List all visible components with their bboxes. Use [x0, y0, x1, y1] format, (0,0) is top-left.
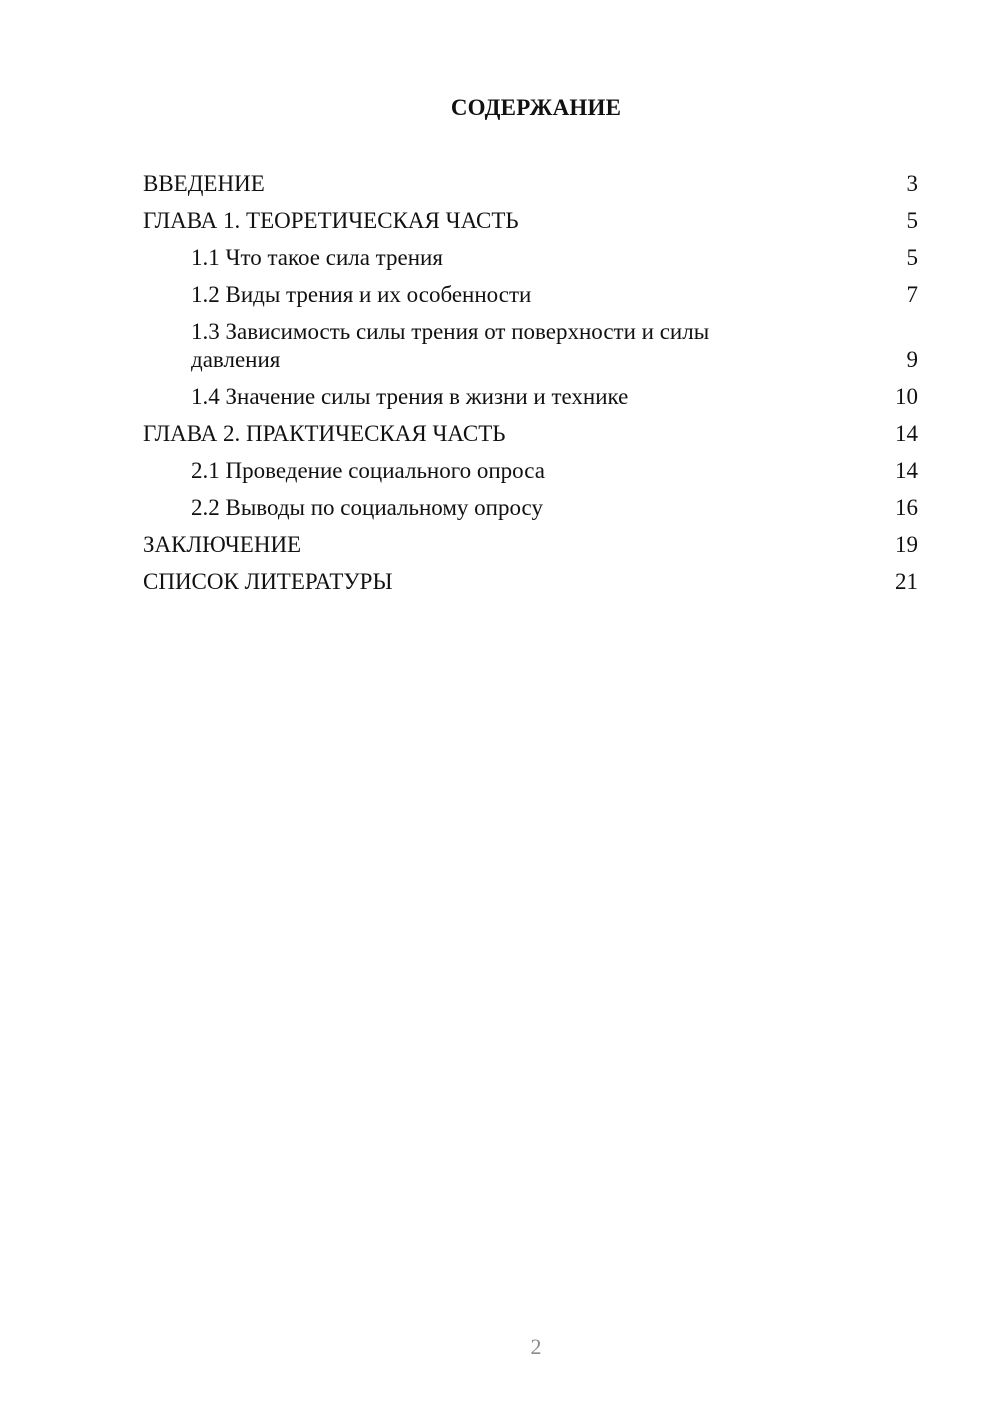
- toc-entry-page: 14: [895, 458, 918, 483]
- toc-entry-label: 1.2 Виды трения и их особенности: [191, 282, 532, 307]
- toc-entry-label: 2.2 Выводы по социальному опросу: [191, 495, 543, 520]
- toc-entry-page: 5: [906, 245, 918, 270]
- toc-entry-page: 5: [906, 208, 918, 233]
- toc-entry-section-1-4: [143, 383, 918, 411]
- toc-entry-label: 1.4 Значение силы трения в жизни и технике: [191, 384, 629, 409]
- toc-entry-page: 21: [895, 569, 918, 594]
- toc-entry-section-2-2: [143, 494, 918, 522]
- toc-entry-chapter-1: [143, 207, 918, 235]
- toc-entry-label: ВВЕДЕНИЕ: [143, 171, 265, 196]
- toc-entry-label: ГЛАВА 1. ТЕОРЕТИЧЕСКАЯ ЧАСТЬ: [143, 208, 519, 233]
- toc-entry-chapter-2: [143, 420, 918, 448]
- toc-entry-section-1-1: [143, 244, 918, 272]
- toc-entry-page: 14: [895, 421, 918, 446]
- page-number: 2: [530, 1334, 542, 1359]
- toc-entry-page: 9: [906, 347, 918, 372]
- toc-entry-label: ГЛАВА 2. ПРАКТИЧЕСКАЯ ЧАСТЬ: [143, 421, 506, 446]
- toc-entry-label: СПИСОК ЛИТЕРАТУРЫ: [143, 569, 393, 594]
- toc-entry-section-1-3: [143, 318, 918, 374]
- toc-entry-introduction: [143, 170, 918, 198]
- toc-entry-section-2-1: [143, 457, 918, 485]
- toc-entry-references: [143, 568, 918, 596]
- toc-entry-label: 2.1 Проведение социального опроса: [191, 458, 545, 483]
- toc-entry-label: 1.1 Что такое сила трения: [191, 245, 443, 270]
- toc-entry-page: 19: [895, 532, 918, 557]
- toc-entry-label: 1.3 Зависимость силы трения от поверхности и силы давления: [191, 319, 710, 372]
- toc-entry-page: 16: [895, 495, 918, 520]
- table-of-contents: [143, 170, 918, 605]
- toc-entry-section-1-2: [143, 281, 918, 309]
- toc-entry-page: 7: [906, 282, 918, 307]
- toc-entry-page: 3: [906, 171, 918, 196]
- toc-entry-conclusion: [143, 531, 918, 559]
- toc-entry-label: ЗАКЛЮЧЕНИЕ: [143, 532, 302, 557]
- page-title: СОДЕРЖАНИЕ: [450, 95, 622, 120]
- toc-entry-page: 10: [895, 384, 918, 409]
